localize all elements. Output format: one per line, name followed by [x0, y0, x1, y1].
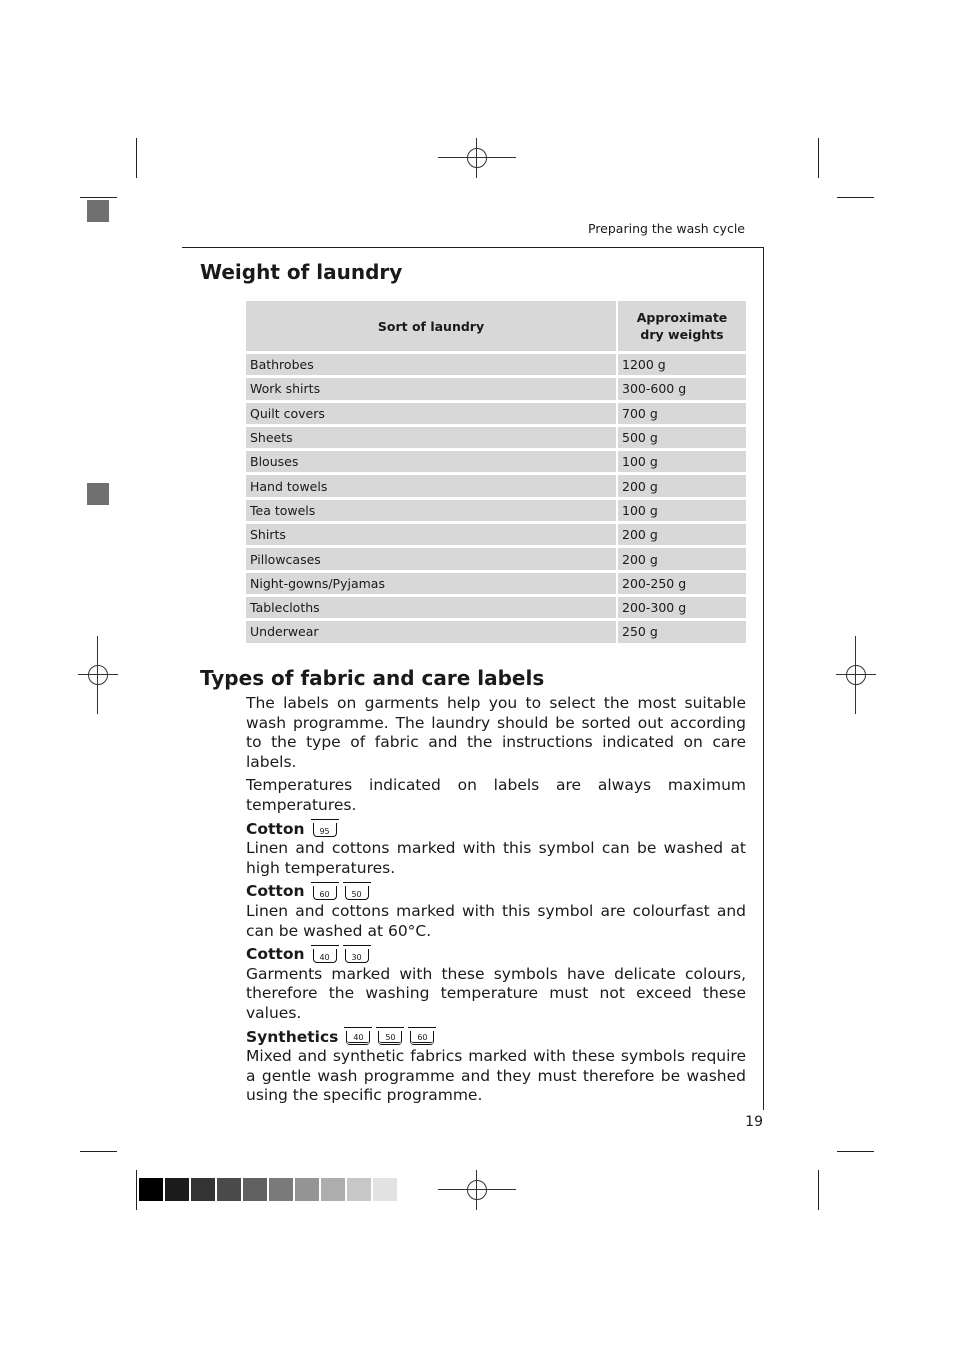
- header-rule: [182, 247, 764, 248]
- section-marker: [87, 483, 109, 505]
- color-swatch: [295, 1178, 319, 1201]
- care-label-description: Linen and cottons marked with this symbol can be washed at high temperatures.: [246, 839, 746, 877]
- wash-temperature-icon: [345, 949, 369, 963]
- cell-weight: 500 g: [618, 427, 746, 448]
- care-label-description: Mixed and synthetic fabrics marked with these symbols require a gentle wash programme and they must therefore be washed using the specific programme.: [246, 1047, 746, 1105]
- margin-rule: [763, 247, 764, 1110]
- care-label-heading: [246, 882, 746, 902]
- cell-sort: Tablecloths: [246, 597, 618, 618]
- column-header-sort: Sort of laundry: [246, 301, 618, 351]
- registration-mark-icon: [438, 138, 516, 178]
- color-swatch: [373, 1178, 397, 1201]
- column-header-weight-line2: dry weights: [640, 327, 724, 342]
- cell-sort: Sheets: [246, 427, 618, 448]
- crop-mark: [136, 1170, 137, 1210]
- color-swatch: [191, 1178, 215, 1201]
- wash-temperature-icon: [313, 886, 337, 900]
- care-label-name: Cotton: [246, 882, 305, 901]
- care-label-name: Cotton: [246, 945, 305, 964]
- running-title: Preparing the wash cycle: [588, 221, 745, 236]
- wash-temperature-value: 30: [351, 952, 362, 962]
- cell-weight: 200-250 g: [618, 573, 746, 594]
- cell-sort: Tea towels: [246, 500, 618, 521]
- wash-temperature-icon: [378, 1031, 402, 1045]
- wash-temperature-value: 40: [353, 1033, 364, 1043]
- care-label-name: Synthetics: [246, 1027, 339, 1046]
- table-row: [246, 354, 746, 375]
- cell-weight: 200 g: [618, 524, 746, 545]
- intro-paragraph-temperatures: Temperatures indicated on labels are always maximum temperatures.: [246, 776, 746, 814]
- table-row: [246, 597, 746, 618]
- color-swatch: [139, 1178, 163, 1201]
- crop-mark: [136, 138, 137, 178]
- color-swatch: [321, 1178, 345, 1201]
- care-label-heading: [246, 820, 746, 840]
- color-calibration-bar: [139, 1178, 397, 1201]
- wash-temperature-icon: [313, 949, 337, 963]
- registration-mark-icon: [78, 636, 118, 714]
- care-label-name: Cotton: [246, 819, 305, 838]
- table-row: [246, 500, 746, 521]
- wash-temperature-value: 50: [351, 890, 362, 900]
- table-row: [246, 524, 746, 545]
- page-number: 19: [745, 1114, 763, 1130]
- color-swatch: [217, 1178, 241, 1201]
- crop-mark: [818, 138, 819, 178]
- wash-temperature-value: 60: [417, 1033, 428, 1043]
- table-row: [246, 427, 746, 448]
- cell-weight: 200 g: [618, 548, 746, 569]
- cell-sort: Night-gowns/Pyjamas: [246, 573, 618, 594]
- color-swatch: [347, 1178, 371, 1201]
- cell-weight: 300-600 g: [618, 378, 746, 399]
- cell-sort: Work shirts: [246, 378, 618, 399]
- table-row: [246, 378, 746, 399]
- cell-sort: Blouses: [246, 451, 618, 472]
- crop-mark: [80, 197, 117, 198]
- crop-mark: [837, 1151, 874, 1152]
- cell-weight: 100 g: [618, 500, 746, 521]
- cell-sort: Quilt covers: [246, 403, 618, 424]
- color-swatch: [243, 1178, 267, 1201]
- wash-temperature-icon: [346, 1031, 370, 1045]
- column-header-weight: [618, 301, 746, 351]
- cell-weight: 100 g: [618, 451, 746, 472]
- cell-weight: 1200 g: [618, 354, 746, 375]
- care-label-description: Garments marked with these symbols have delicate colours, therefore the washing temperature must not exceed these values.: [246, 964, 746, 1022]
- wash-temperature-icon: [345, 886, 369, 900]
- care-label-item: [246, 882, 746, 941]
- color-swatch: [165, 1178, 189, 1201]
- section-title-fabric: Types of fabric and care labels: [200, 666, 545, 690]
- care-label-item: [246, 820, 746, 879]
- cell-weight: 200 g: [618, 475, 746, 496]
- fabric-section-body: [246, 694, 746, 1106]
- care-label-heading: [246, 1028, 746, 1048]
- cell-sort: Pillowcases: [246, 548, 618, 569]
- table-row: [246, 451, 746, 472]
- care-label-description: Linen and cottons marked with this symbol are colourfast and can be washed at 60°C.: [246, 901, 746, 940]
- wash-temperature-value: 40: [319, 952, 330, 962]
- section-title-weight: Weight of laundry: [200, 260, 403, 284]
- cell-weight: 200-300 g: [618, 597, 746, 618]
- color-swatch: [269, 1178, 293, 1201]
- registration-mark-icon: [438, 1170, 516, 1210]
- wash-temperature-value: 60: [319, 890, 330, 900]
- care-label-item: [246, 945, 746, 1023]
- cell-sort: Shirts: [246, 524, 618, 545]
- table-row: [246, 573, 746, 594]
- table-row: [246, 475, 746, 496]
- intro-paragraph: The labels on garments help you to select the most suitable wash programme. The laundry should be sorted out according to the type of fabric and the instructions indicated on care labels.: [246, 694, 746, 771]
- registration-mark-icon: [836, 636, 876, 714]
- wash-temperature-icon: [313, 823, 337, 837]
- wash-temperature-value: 95: [319, 827, 330, 837]
- table-header-row: [246, 301, 746, 351]
- crop-mark: [837, 197, 874, 198]
- wash-temperature-icon: [410, 1031, 434, 1045]
- crop-mark: [80, 1151, 117, 1152]
- table-row: [246, 548, 746, 569]
- cell-weight: 250 g: [618, 621, 746, 642]
- cell-sort: Bathrobes: [246, 354, 618, 375]
- laundry-weight-table: [246, 298, 746, 646]
- care-label-item: [246, 1028, 746, 1106]
- cell-sort: Underwear: [246, 621, 618, 642]
- column-header-weight-line1: Approximate: [636, 310, 728, 325]
- cell-sort: Hand towels: [246, 475, 618, 496]
- table-row: [246, 403, 746, 424]
- care-label-heading: [246, 945, 746, 965]
- table-row: [246, 621, 746, 642]
- wash-temperature-value: 50: [385, 1033, 396, 1043]
- crop-mark: [818, 1170, 819, 1210]
- section-marker: [87, 200, 109, 222]
- cell-weight: 700 g: [618, 403, 746, 424]
